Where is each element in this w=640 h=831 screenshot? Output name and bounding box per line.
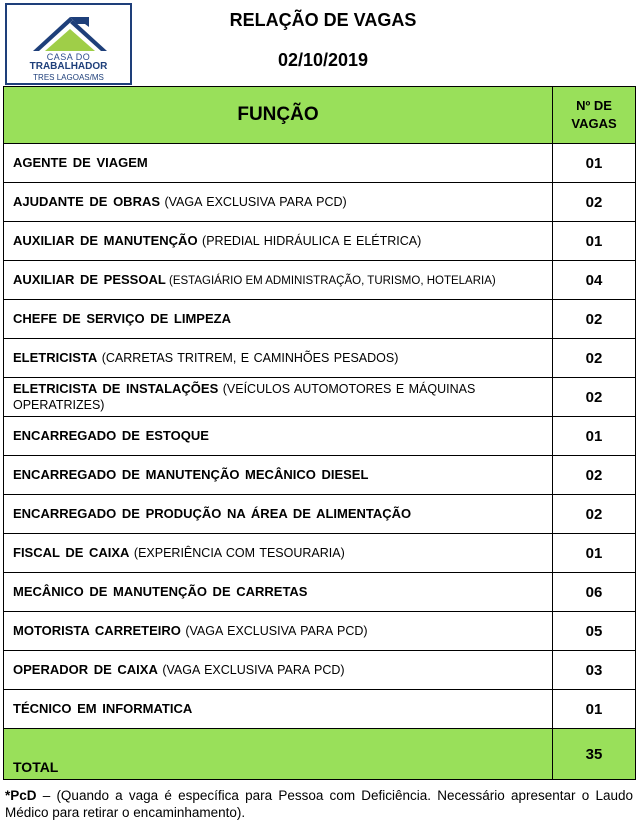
- qty-cell: 02: [553, 183, 636, 222]
- table-row: [4, 378, 636, 417]
- function-cell: [4, 339, 553, 378]
- function-name: AUXILIAR DE MANUTENÇÃO: [13, 233, 198, 248]
- table-row: [4, 495, 636, 534]
- footnote: [5, 787, 633, 821]
- function-detail: (VAGA EXCLUSIVA PARA PCD): [160, 195, 347, 209]
- table-row: [4, 183, 636, 222]
- function-cell: [4, 261, 553, 300]
- total-value: 35: [553, 729, 636, 780]
- logo-line-2: TRABALHADOR: [29, 61, 108, 72]
- table-row: [4, 534, 636, 573]
- header-qty: [553, 87, 636, 144]
- function-name: MOTORISTA CARRETEIRO: [13, 623, 181, 638]
- function-name: ELETRICISTA: [13, 350, 98, 365]
- qty-cell: 06: [553, 573, 636, 612]
- total-row: [4, 729, 636, 780]
- table-row: [4, 573, 636, 612]
- function-cell: [4, 495, 553, 534]
- qty-cell: 02: [553, 339, 636, 378]
- qty-cell: 01: [553, 144, 636, 183]
- logo-line-1: CASA DO: [46, 52, 91, 62]
- table-row: [4, 339, 636, 378]
- function-cell: [4, 417, 553, 456]
- table-row: [4, 144, 636, 183]
- qty-cell: 01: [553, 417, 636, 456]
- function-name: AGENTE DE VIAGEM: [13, 155, 148, 170]
- house-logo-icon: [29, 11, 111, 53]
- table-row: [4, 690, 636, 729]
- function-cell: [4, 183, 553, 222]
- qty-cell: 02: [553, 456, 636, 495]
- header-function: FUNÇÃO: [4, 87, 553, 144]
- qty-cell: 02: [553, 378, 636, 417]
- function-name: TÉCNICO EM INFORMATICA: [13, 701, 193, 716]
- function-name: ELETRICISTA DE INSTALAÇÕES: [13, 381, 219, 396]
- page-header: [0, 0, 640, 88]
- function-name: OPERADOR DE CAIXA: [13, 662, 158, 677]
- function-detail: (VEÍCULOS AUTOMOTORES E MÁQUINAS OPERATRIZES): [13, 382, 476, 412]
- function-cell: [4, 300, 553, 339]
- function-cell: [4, 456, 553, 495]
- footnote-text: – (Quando a vaga é específica para Pessoa com Deficiência. Necessário apresentar o Laudo Médico para retirar o encaminhamento).: [5, 788, 633, 820]
- qty-cell: 02: [553, 300, 636, 339]
- qty-cell: 05: [553, 612, 636, 651]
- function-cell: [4, 612, 553, 651]
- function-detail: (ESTAGIÁRIO EM ADMINISTRAÇÃO, TURISMO, HOTELARIA): [165, 274, 496, 287]
- function-detail: (CARRETAS TRITREM, E CAMINHÕES PESADOS): [97, 351, 399, 365]
- table-row: [4, 300, 636, 339]
- logo: [5, 3, 132, 85]
- function-detail: (VAGA EXCLUSIVA PARA PCD): [180, 624, 368, 638]
- function-cell: [4, 690, 553, 729]
- function-cell: [4, 573, 553, 612]
- function-name: CHEFE DE SERVIÇO DE LIMPEZA: [13, 311, 231, 326]
- qty-cell: 01: [553, 222, 636, 261]
- function-name: AJUDANTE DE OBRAS: [13, 194, 161, 209]
- qty-cell: 01: [553, 690, 636, 729]
- logo-line-3: TRES LAGOAS/MS: [33, 73, 104, 82]
- table-row: [4, 456, 636, 495]
- function-name: ENCARREGADO DE ESTOQUE: [13, 428, 209, 443]
- table-row: [4, 612, 636, 651]
- function-name: ENCARREGADO DE PRODUÇÃO NA ÁREA DE ALIMENTAÇÃO: [13, 506, 412, 521]
- table-row: [4, 417, 636, 456]
- page-title: RELAÇÃO DE VAGAS: [229, 10, 417, 30]
- header-qty-line-1: Nº DE: [576, 98, 612, 113]
- qty-cell: 03: [553, 651, 636, 690]
- vacancies-table: [3, 86, 636, 780]
- function-detail: (EXPERIÊNCIA COM TESOURARIA): [129, 546, 345, 560]
- function-cell: [4, 144, 553, 183]
- table-header-row: [4, 87, 636, 144]
- function-detail: (PREDIAL HIDRÁULICA E ELÉTRICA): [197, 234, 422, 248]
- function-name: AUXILIAR DE PESSOAL: [13, 271, 166, 287]
- function-name: ENCARREGADO DE MANUTENÇÃO MECÂNICO DIESEL: [13, 467, 369, 482]
- function-name: MECÂNICO DE MANUTENÇÃO DE CARRETAS: [13, 584, 308, 599]
- qty-cell: 04: [553, 261, 636, 300]
- function-name: FISCAL DE CAIXA: [13, 545, 130, 560]
- header-qty-line-2: VAGAS: [571, 116, 617, 131]
- qty-cell: 01: [553, 534, 636, 573]
- table-row: [4, 651, 636, 690]
- qty-cell: 02: [553, 495, 636, 534]
- function-cell: [4, 534, 553, 573]
- table-row: [4, 261, 636, 300]
- total-label: TOTAL: [4, 729, 553, 780]
- function-cell: [4, 651, 553, 690]
- function-detail: (VAGA EXCLUSIVA PARA PCD): [157, 663, 345, 677]
- table-row: [4, 222, 636, 261]
- footnote-key: *PcD: [5, 788, 37, 803]
- page-date: 02/10/2019: [277, 50, 369, 70]
- function-cell: [4, 378, 553, 417]
- function-cell: [4, 222, 553, 261]
